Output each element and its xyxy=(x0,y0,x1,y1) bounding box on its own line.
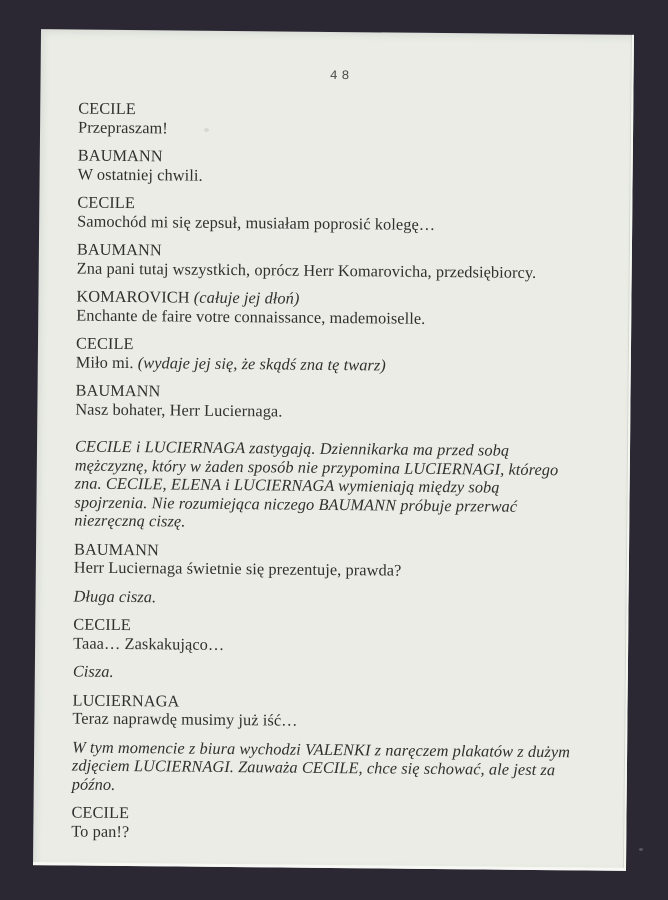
dialogue-block xyxy=(78,100,579,142)
dialogue-block xyxy=(72,691,573,733)
character-name: BAUMANN xyxy=(75,380,161,401)
dialogue-block xyxy=(76,335,577,377)
dialogue-line: To pan!? xyxy=(71,821,130,841)
dialogue-line: Enchante de faire votre connaissance, mademoiselle. xyxy=(76,305,426,328)
character-name: BAUMANN xyxy=(76,239,162,260)
dialogue-line: Zna pani tutaj wszystkich, oprócz Herr Komarovicha, przedsiębiorcy. xyxy=(76,258,537,282)
page-number: 48 xyxy=(329,67,354,84)
dialogue-block xyxy=(73,616,574,658)
parenthetical: (całuje jej dłoń) xyxy=(193,287,300,308)
dialogue-block xyxy=(71,804,572,846)
character-name: CECILE xyxy=(77,192,136,213)
stage-direction: W tym momencie z biura wychodzi VALENKI z naręczem plakatów z dużym zdjęciem LUCIERNAGI. Zauważa CECILE, chce się schować, ale jest za późno. xyxy=(71,737,571,794)
character-name: CECILE xyxy=(78,98,136,119)
dialogue-line: Przepraszam! xyxy=(78,117,168,137)
script-page xyxy=(33,29,634,871)
dialogue-line xyxy=(76,353,577,376)
dialogue-block xyxy=(75,382,576,424)
character-name: LUCIERNAGA xyxy=(72,690,180,711)
dialogue-line: Nasz bohater, Herr Luciernaga. xyxy=(75,399,283,421)
dialogue-line: Teraz naprawdę musimy już iść… xyxy=(72,708,298,730)
stage-direction: Cisza. xyxy=(72,661,114,681)
dialogue-block xyxy=(77,194,578,236)
character-name: BAUMANN xyxy=(73,539,159,559)
dialogue-line-text: Miło mi. xyxy=(75,352,134,372)
character-name: CECILE xyxy=(73,614,131,635)
scan-speck xyxy=(639,848,643,851)
dialogue-line: Herr Luciernaga świetnie się prezentuje, prawda? xyxy=(73,557,402,580)
dialogue-block xyxy=(77,241,578,283)
dialogue-line: Samochód mi się zepsuł, musiałam poprosić kolegę… xyxy=(77,211,436,234)
scan-speck xyxy=(204,128,209,132)
dialogue-line: Taaa… Zaskakująco… xyxy=(73,633,225,654)
character-name: CECILE xyxy=(75,333,134,354)
dialogue-block xyxy=(74,540,575,582)
dialogue-block xyxy=(76,288,577,330)
character-name-text: KOMAROVICH xyxy=(76,286,190,307)
stage-direction: CECILE i LUCIERNAGA zastygają. Dziennikarka ma przed sobą mężczyznę, który w żaden sposób nie przypomina LUCIERNAGI, którego zna. CECILE, ELENA i LUCIERNAGA wymieniają między sobą spojrzenia. Nie rozumiejąca niczego BAUMANN próbuje przerwać niezręczną ciszę. xyxy=(74,436,559,531)
parenthetical: (wydaje jej się, że skądś zna tę twarz) xyxy=(137,352,386,374)
page-content xyxy=(33,29,632,846)
character-name: CECILE xyxy=(71,802,130,823)
dialogue-block xyxy=(78,147,579,189)
dialogue-line: W ostatniej chwili. xyxy=(77,164,203,185)
character-name: BAUMANN xyxy=(77,145,163,166)
stage-direction: Długa cisza. xyxy=(73,586,157,606)
